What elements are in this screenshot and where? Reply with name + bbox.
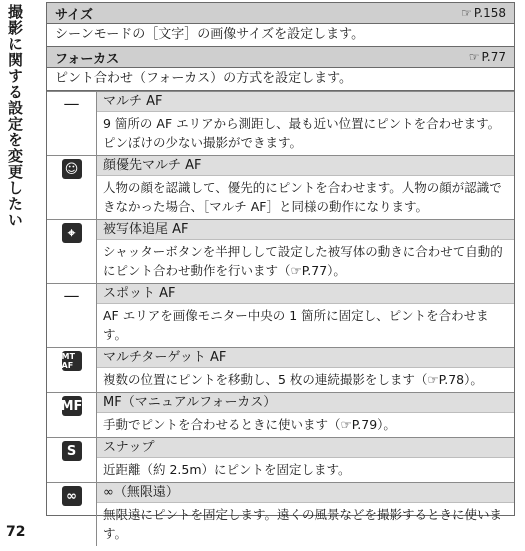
reference-page-focus: P.77 (481, 50, 506, 64)
page-reference-focus[interactable] (469, 50, 506, 64)
mode-description: AF エリアを画像モニター中央の 1 箇所に固定し、ピントを合わせます。 (103, 308, 489, 342)
mode-description: 近距離（約 2.5m）にピントを固定します。 (103, 462, 351, 477)
focus-mode-snap (47, 437, 514, 482)
mode-name: スナップ (97, 438, 514, 458)
face-icon: ☺ (62, 159, 82, 179)
focus-mode-face-priority (47, 155, 514, 219)
mode-name: 被写体追尾 AF (97, 220, 514, 240)
reference-icon: ☞ (461, 6, 471, 20)
focus-mode-spot-af (47, 283, 514, 347)
side-tab-label: 撮影に関する設定を変更したい (6, 4, 24, 228)
focus-mode-multi-af (47, 91, 514, 155)
mode-name: スポット AF (97, 284, 514, 304)
mf-icon: MF (62, 396, 82, 416)
section-title-size: サイズ (55, 7, 93, 23)
page-reference-size[interactable] (461, 6, 506, 20)
focus-mode-manual (47, 392, 514, 437)
mode-name: マルチターゲット AF (97, 348, 514, 368)
mode-description: 手動でピントを合わせるときに使います（☞P.79）。 (103, 417, 396, 432)
snap-icon: S (62, 441, 82, 461)
focus-mode-infinity (47, 482, 514, 546)
section-description-size: シーンモードの［文字］の画像サイズを設定します。 (47, 23, 514, 47)
infinity-icon: ∞ (62, 486, 82, 506)
mode-name: ∞（無限遠） (97, 483, 514, 503)
mode-description: 人物の顔を認識して、優先的にピントを合わせます。人物の顔が認識できなかった場合、［マルチ AF］と同様の動作になります。 (103, 180, 502, 214)
mode-description: シャッターボタンを半押しして設定した被写体の動きに合わせて自動的にピント合わせ動作を行います（☞P.77）。 (103, 244, 503, 278)
mode-description: 無限遠にピントを固定します。遠くの風景などを撮影するときに使います。 (103, 507, 503, 541)
mode-name: 顔優先マルチ AF (97, 156, 514, 176)
mode-name: MF（マニュアルフォーカス） (97, 393, 514, 413)
tracking-icon: ⌖ (62, 223, 82, 243)
section-title-focus: フォーカス (55, 51, 120, 67)
page-number: 72 (6, 524, 26, 540)
settings-table (46, 2, 515, 541)
focus-mode-subject-tracking (47, 219, 514, 283)
multi-target-af-icon: MT AF (62, 351, 82, 371)
reference-page-size: P.158 (473, 6, 506, 20)
dash-icon: — (63, 286, 80, 305)
dash-icon: — (63, 94, 80, 113)
section-header-size (47, 3, 514, 23)
section-header-focus (47, 47, 514, 67)
reference-icon: ☞ (468, 50, 479, 64)
mode-description: 9 箇所の AF エリアから測距し、最も近い位置にピントを合わせます。ピンぼけの少ない撮影ができます。 (103, 116, 501, 150)
focus-mode-multi-target (47, 347, 514, 392)
mode-description: 複数の位置にピントを移動し、5 枚の連続撮影をします（☞P.78）。 (103, 372, 483, 387)
mode-name: マルチ AF (97, 92, 514, 112)
section-description-focus: ピント合わせ（フォーカス）の方式を設定します。 (47, 67, 514, 91)
